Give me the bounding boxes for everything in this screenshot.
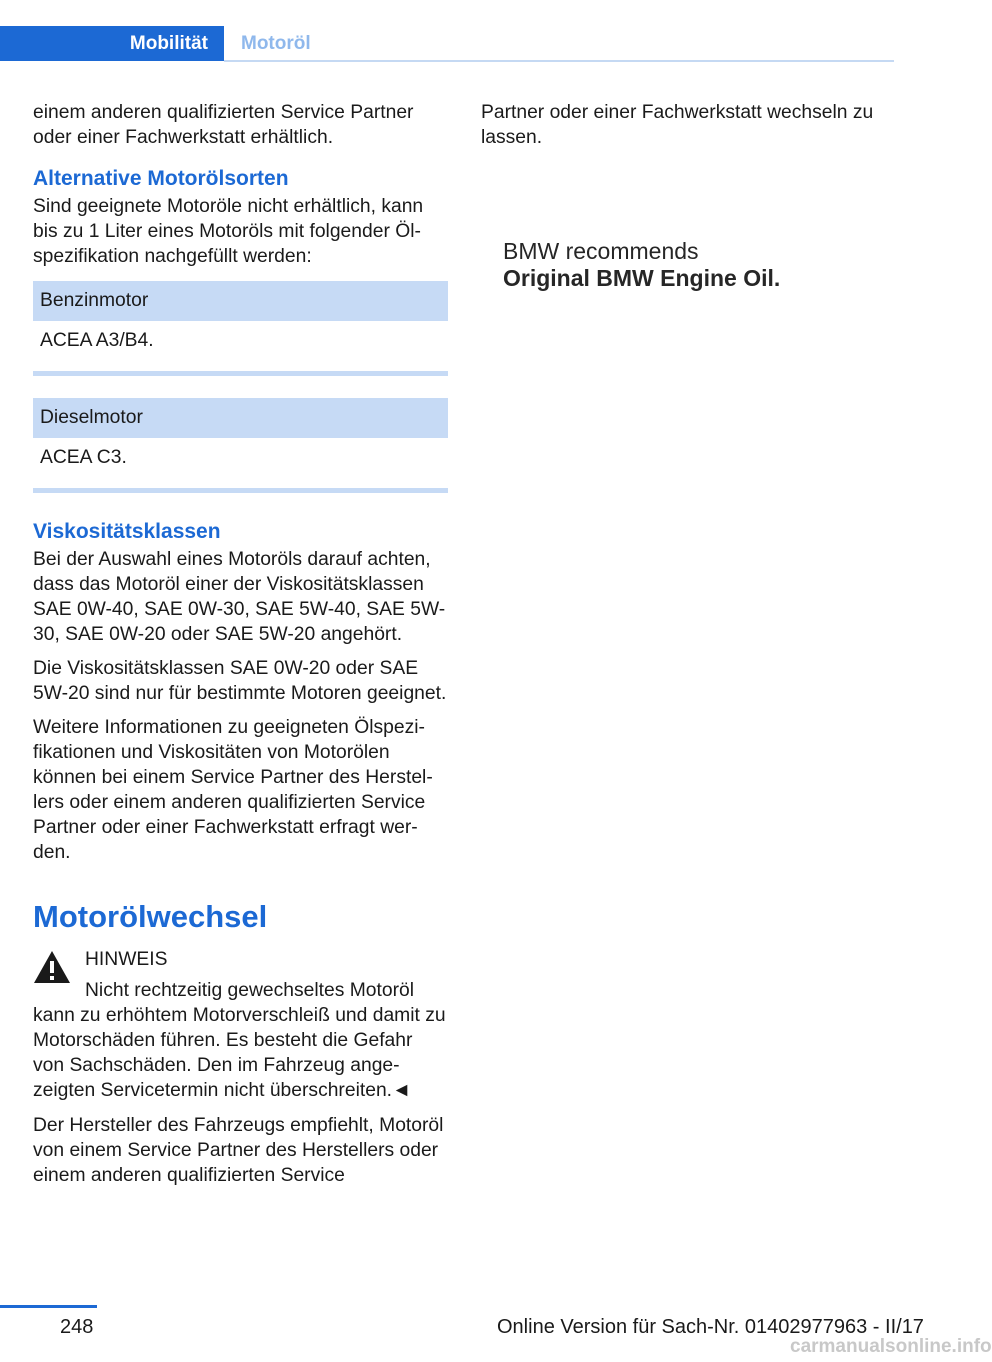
- viscosity-paragraph-3: Weitere Informationen zu geeigneten Ölspezifikationen und Viskositäten von Motorölen können bei einem Service Partner des Herstellers oder einem anderen qualifizierten Service Partner oder einer Fachwerkstatt erfragt werden.: [33, 717, 433, 863]
- header-bar: [0, 0, 960, 62]
- page-number: 248: [60, 1316, 94, 1338]
- warning-triangle-icon: [33, 949, 71, 985]
- viscosity-heading: Viskositätsklassen: [33, 520, 221, 543]
- bmw-engine-oil-text: Original BMW Engine Oil.: [503, 265, 781, 291]
- tab-motoroel[interactable]: Motoröl: [241, 32, 311, 54]
- warning-text: Nicht rechtzeitig gewechseltes Motoröl kann zu erhöhtem Motorverschleiß und damit zu Motorschäden führen. Es besteht die Gefahr von Sachschäden. Den im Fahrzeug angezeigten Servicetermin nicht überschreiten.◄: [33, 980, 446, 1101]
- warning-notice: [33, 947, 448, 1103]
- right-column: [481, 100, 896, 292]
- header-divider: [224, 60, 894, 62]
- intro-paragraph: einem anderen qualifizierten Service Partner oder einer Fachwerkstatt erhältlich.: [33, 102, 414, 148]
- spec-value: ACEA A3/B4.: [40, 330, 154, 351]
- left-column: [33, 100, 448, 1197]
- alt-oil-text: Sind geeignete Motoröle nicht erhältlich, kann bis zu 1 Liter eines Motoröls mit folgender Ölspezifikation nachgefüllt werden:: [33, 196, 424, 267]
- viscosity-paragraph-1: Bei der Auswahl eines Motoröls darauf achten, dass das Motoröl einer der Viskositätsklassen SAE 0W-40, SAE 0W-30, SAE 5W-40, SAE 5W-30, SAE 0W-20 oder SAE 5W-20 angehört.: [33, 549, 446, 645]
- alt-oil-heading: Alternative Motorölsorten: [33, 167, 289, 190]
- warning-label: HINWEIS: [85, 949, 168, 970]
- spec-divider: [33, 371, 448, 376]
- spec-engine: Dieselmotor: [33, 398, 448, 438]
- oil-change-heading: Motorölwechsel: [33, 899, 268, 934]
- spec-table-gasoline: [33, 281, 448, 376]
- continued-paragraph: Partner oder einer Fachwerkstatt wechseln zu lassen.: [481, 102, 874, 148]
- outro-paragraph: Der Hersteller des Fahrzeugs empfiehlt, Motoröl von einem Service Partner des Herstellers oder einem anderen qualifizierten Service: [33, 1115, 444, 1186]
- watermark: carmanualsonline.info: [790, 1336, 992, 1357]
- bmw-recommends-text: BMW recommends: [503, 238, 699, 264]
- bmw-oil-logo: [481, 238, 896, 292]
- spec-engine: Benzinmotor: [33, 281, 448, 321]
- tab-mobilitaet[interactable]: Mobilität: [0, 26, 224, 61]
- spec-divider: [33, 488, 448, 493]
- spec-table-diesel: [33, 398, 448, 493]
- online-version-note: Online Version für Sach-Nr. 01402977963 - II/17: [497, 1316, 924, 1338]
- footer-rule: [0, 1305, 97, 1308]
- spec-value: ACEA C3.: [40, 447, 127, 468]
- viscosity-paragraph-2: Die Viskositätsklassen SAE 0W-20 oder SAE 5W-20 sind nur für bestimmte Motoren geeignet.: [33, 658, 447, 704]
